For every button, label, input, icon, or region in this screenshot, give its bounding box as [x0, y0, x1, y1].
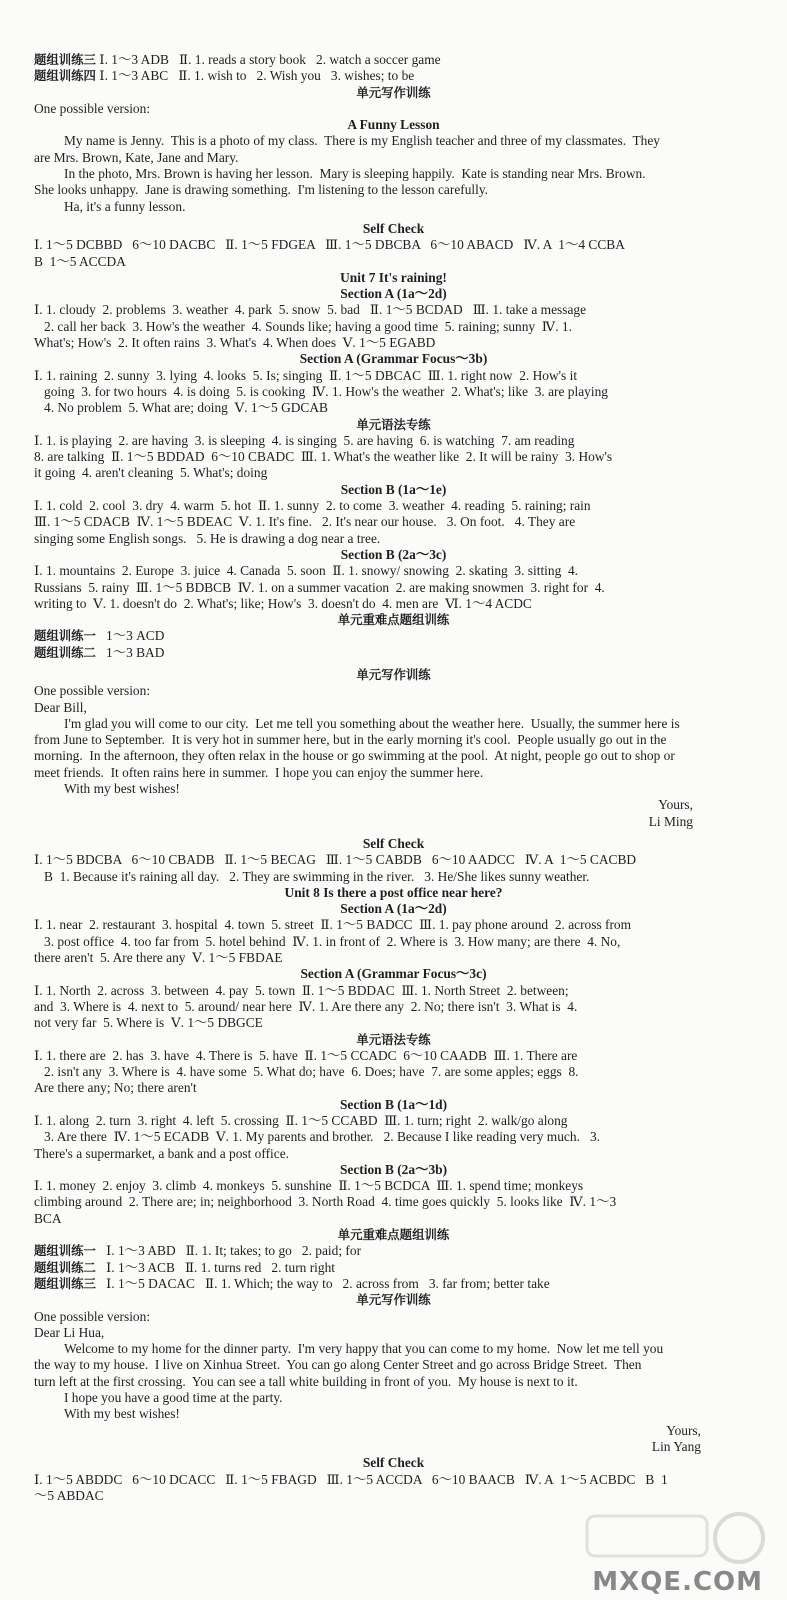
group-exercise [34, 1243, 753, 1259]
answer-line: 8. are talking Ⅱ. 1～5 BDDAD 6～10 CBADC Ⅲ. 1. What's the weather like 2. It will be rainy 3. How's [34, 449, 613, 465]
possible-version: One possible version: [34, 1308, 151, 1324]
letter-closing: Yours, [666, 1422, 701, 1438]
answer-line: writing to Ⅴ. 1. doesn't do 2. What's; like; How's 3. doesn't do 4. men are Ⅵ. 1～4 ACDC [34, 595, 532, 611]
letter-closing: Yours, [658, 797, 693, 813]
letter-line: from June to September. It is very hot in summer here, but in the early morning it's cool. People usually go out in the [34, 732, 667, 748]
group-exercise [34, 1276, 753, 1292]
answer-line: singing some English songs. 5. He is drawing a dog near a tree. [34, 530, 381, 546]
section-heading: 单元写作训练 [356, 84, 431, 100]
section-heading: Self Check [362, 835, 425, 851]
answer-line: 2. isn't any 3. Where is 4. have some 5. What do; have 6. Does; have 7. are some apples; eggs 8. [34, 1064, 579, 1080]
essay-line: In the photo, Mrs. Brown is having her lesson. Mary is sleeping happily. Kate is standing near Mrs. Brown. [64, 166, 646, 182]
section-heading: 单元重难点题组训练 [337, 1227, 450, 1243]
answer-line: Ⅰ. 1. there are 2. has 3. have 4. There is 5. have Ⅱ. 1～5 CCADC 6～10 CAADB Ⅲ. 1. There are [34, 1047, 578, 1063]
answer-line: Ⅰ. 1～5 ABDDC 6～10 DCACC Ⅱ. 1～5 FBAGD Ⅲ. 1～5 ACCDA 6～10 BAACB Ⅳ. A 1～5 ACBDC B 1 [34, 1471, 668, 1487]
group-label: 题组训练二 [34, 644, 96, 660]
letter-line: turn left at the first crossing. You can see a tall white building in front of you. My house is next to it. [34, 1373, 578, 1389]
group-answers: Ⅰ. 1～3 ADB Ⅱ. 1. reads a story book 2. watch a soccer game [95, 52, 441, 67]
section-heading: 单元写作训练 [356, 1292, 431, 1308]
section-heading: Section B (1a～1d) [339, 1096, 448, 1112]
section-heading: Section A (Grammar Focus～3b) [299, 351, 488, 367]
answer-line: What's; How's 2. It often rains 3. What's 4. When does Ⅴ. 1～5 EGABD [34, 335, 436, 351]
section-heading: 单元语法专练 [356, 1031, 431, 1047]
essay-line: Ha, it's a funny lesson. [64, 198, 186, 214]
answer-line: Ⅰ. 1. money 2. enjoy 3. climb 4. monkeys 5. sunshine Ⅱ. 1～5 BCDCA Ⅲ. 1. spend time; monkeys [34, 1178, 584, 1194]
letter-line: With my best wishes! [64, 1406, 180, 1422]
letter-line: I'm glad you will come to our city. Let me tell you something about the weather here. Usually, the summer here is [64, 715, 680, 731]
section-heading: 单元重难点题组训练 [337, 612, 450, 628]
group-exercise-4 [34, 68, 753, 84]
answer-line: it going 4. aren't cleaning 5. What's; doing [34, 465, 268, 481]
possible-version: One possible version: [34, 683, 151, 699]
answer-line: there aren't 5. Are there any Ⅴ. 1～5 FBDAE [34, 950, 283, 966]
answer-line: B 1～5 ACCDA [34, 253, 126, 269]
group-answers: 1～3 BAD [95, 644, 165, 660]
group-answers: Ⅰ. 1～3 ABD Ⅱ. 1. It; takes; to go 2. paid; for [95, 1243, 362, 1259]
answer-line: There's a supermarket, a bank and a post office. [34, 1145, 289, 1161]
answer-line: Ⅰ. 1. cloudy 2. problems 3. weather 4. park 5. snow 5. bad Ⅱ. 1～5 BCDAD Ⅲ. 1. take a message [34, 302, 587, 318]
answer-line: Ⅰ. 1. North 2. across 3. between 4. pay 5. town Ⅱ. 1～5 BDDAC Ⅲ. 1. North Street 2. between; [34, 982, 569, 998]
letter-greeting: Dear Li Hua, [34, 1324, 105, 1340]
section-heading: Self Check [362, 220, 425, 236]
answer-line: Ⅰ. 1. is playing 2. are having 3. is sleeping 4. is singing 5. are having 6. is watching 7. am reading [34, 432, 575, 448]
answer-line: 4. No problem 5. What are; doing Ⅴ. 1～5 GDCAB [34, 400, 328, 416]
letter-greeting: Dear Bill, [34, 699, 87, 715]
watermark-text: MXQE.COM [592, 1566, 763, 1597]
answer-line: climbing around 2. There are; in; neighborhood 3. North Road 4. time goes quickly 5. looks like Ⅳ. 1～3 [34, 1194, 617, 1210]
section-heading: Section B (2a～3c) [340, 546, 447, 562]
letter-signature: Lin Yang [651, 1438, 701, 1454]
answer-line: going 3. for two hours 4. is doing 5. is cooking Ⅳ. 1. How's the weather 2. What's; like 3. are playing [34, 383, 608, 399]
letter-line: With my best wishes! [64, 781, 180, 797]
answer-line: Ⅰ. 1. raining 2. sunny 3. lying 4. looks 5. Is; singing Ⅱ. 1～5 DBCAC Ⅲ. 1. right now 2. How's it [34, 367, 578, 383]
group-label: 题组训练三 [34, 52, 96, 67]
section-heading: 单元写作训练 [356, 666, 431, 682]
letter-signature: Li Ming [648, 813, 693, 829]
essay-title: A Funny Lesson [347, 117, 440, 133]
answer-line: not very far 5. Where is Ⅴ. 1～5 DBGCE [34, 1015, 263, 1031]
unit-title: Unit 7 It's raining! [340, 269, 447, 285]
possible-version: One possible version: [34, 100, 151, 116]
group-answers: Ⅰ. 1～3 ABC Ⅱ. 1. wish to 2. Wish you 3. wishes; to be [95, 68, 415, 84]
answer-line: Ⅰ. 1. along 2. turn 3. right 4. left 5. crossing Ⅱ. 1～5 CCABD Ⅲ. 1. turn; right 2. walk/go along [34, 1113, 568, 1128]
answer-line: Ⅰ. 1. cold 2. cool 3. dry 4. warm 5. hot Ⅱ. 1. sunny 2. to come 3. weather 4. reading 5. raining; rain [34, 498, 591, 514]
section-heading: 单元语法专练 [356, 416, 431, 432]
letter-line: morning. In the afternoon, they often relax in the house or go swimming at the pool. At night, people go out to shop or [34, 748, 675, 764]
answer-line: 3. Are there Ⅳ. 1～5 ECADB Ⅴ. 1. My parents and brother. 2. Because I like reading very much. 3. [34, 1129, 600, 1145]
answer-line: Are there any; No; there aren't [34, 1080, 197, 1096]
letter-line: the way to my house. I live on Xinhua Street. You can go along Center Street and go across Bridge Street. Then [34, 1357, 642, 1373]
answer-line: BCA [34, 1210, 62, 1226]
answer-line: ～5 ABDAC [34, 1487, 104, 1503]
group-answers: Ⅰ. 1～5 DACAC Ⅱ. 1. Which; the way to 2. across from 3. far from; better take [95, 1275, 550, 1291]
group-exercise [34, 645, 753, 661]
letter-line: Welcome to my home for the dinner party. I'm very happy that you can come to my home. Now let me tell you [64, 1341, 664, 1357]
section-heading: Section B (2a～3b) [339, 1161, 448, 1177]
group-answers: 1～3 ACD [95, 628, 165, 644]
essay-line: are Mrs. Brown, Kate, Jane and Mary. [34, 149, 239, 165]
group-exercise-3 [34, 52, 753, 68]
essay-line: My name is Jenny. This is a photo of my class. There is my English teacher and three of my classmates. They [64, 133, 661, 149]
group-label: 题组训练一 [34, 628, 96, 644]
answer-line: Ⅲ. 1～5 CDACB Ⅳ. 1～5 BDEAC Ⅴ. 1. It's fine. 2. It's near our house. 3. On foot. 4. They are [34, 514, 576, 530]
answer-line: Ⅰ. 1～5 DCBBD 6～10 DACBC Ⅱ. 1～5 FDGEA Ⅲ. 1～5 DBCBA 6～10 ABACD Ⅳ. A 1～4 CCBA [34, 237, 625, 253]
section-heading: Section A (Grammar Focus～3c) [300, 966, 487, 982]
essay-line: She looks unhappy. Jane is drawing something. I'm listening to the lesson carefully. [34, 182, 489, 198]
section-heading: Section B (1a～1e) [340, 481, 447, 497]
letter-line: I hope you have a good time at the party. [64, 1390, 283, 1406]
group-label: 题组训练三 [34, 1275, 96, 1291]
group-answers: Ⅰ. 1～3 ACB Ⅱ. 1. turns red 2. turn right [95, 1259, 336, 1275]
answer-line: Ⅰ. 1. mountains 2. Europe 3. juice 4. Canada 5. soon Ⅱ. 1. snowy/ snowing 2. skating 3. sitting 4. [34, 563, 579, 579]
group-exercise [34, 628, 753, 644]
answer-line: Russians 5. rainy Ⅲ. 1～5 BDBCB Ⅳ. 1. on a summer vacation 2. are making snowmen 3. right for 4. [34, 579, 605, 595]
letter-line: meet friends. It often rains here in summer. I hope you can enjoy the summer here. [34, 764, 484, 780]
answer-line: 2. call her back 3. How's the weather 4. Sounds like; having a good time 5. raining; sunny Ⅳ. 1. [34, 318, 572, 334]
answer-line: Ⅰ. 1～5 BDCBA 6～10 CBADB Ⅱ. 1～5 BECAG Ⅲ. 1～5 CABDB 6～10 AADCC Ⅳ. A 1～5 CACBD [34, 852, 637, 868]
group-label: 题组训练四 [34, 68, 96, 84]
unit-title: Unit 8 Is there a post office near here? [284, 884, 503, 900]
section-heading: Self Check [362, 1455, 425, 1471]
answer-line: and 3. Where is 4. next to 5. around/ near here Ⅳ. 1. Are there any 2. No; there isn't 3. What is 4. [34, 998, 578, 1014]
section-heading: Section A (1a～2d) [340, 901, 447, 917]
answer-line: Ⅰ. 1. near 2. restaurant 3. hospital 4. town 5. street Ⅱ. 1～5 BADCC Ⅲ. 1. pay phone around 2. across from [34, 917, 632, 933]
answer-line: B 1. Because it's raining all day. 2. They are swimming in the river. 3. He/She likes sunny weather. [34, 868, 590, 884]
group-label: 题组训练二 [34, 1259, 96, 1275]
group-label: 题组训练一 [34, 1243, 96, 1259]
answer-line: 3. post office 4. too far from 5. hotel behind Ⅳ. 1. in front of 2. Where is 3. How many; are there 4. No, [34, 933, 621, 949]
section-heading: Section A (1a～2d) [340, 286, 447, 302]
group-exercise [34, 1260, 753, 1276]
